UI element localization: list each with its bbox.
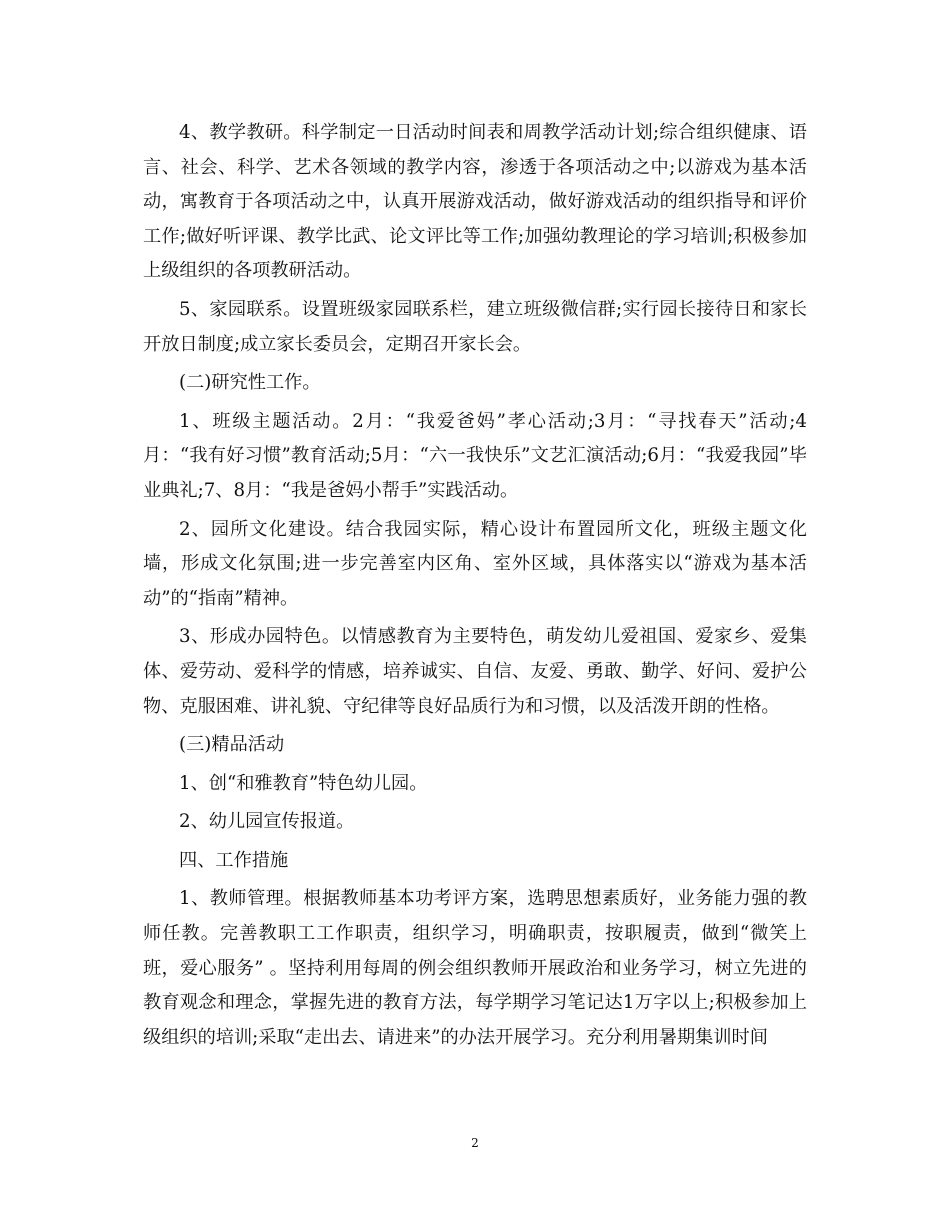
paragraph-teacher-management: 1、教师管理。根据教师基本功考评方案，选聘思想素质好，业务能力强的教师任教。完善教职工工作职责，组织学习，明确职责，按职履责，做到“微笑上班，爱心服务” 。坚持利用每周的例会组织教师开展政治和业务学习，树立先进的教育观念和理念，掌握先进的教育方法，每学期学习笔记达1万字以上;积极参加上级组织的培训;采取“走出去、请进来”的办法开展学习。充分利用暑期集训时间: [143, 888, 807, 1048]
heading-work-measures: 四、工作措施: [179, 849, 289, 871]
paragraph-teaching-research: 4、教学教研。科学制定一日活动时间表和周教学活动计划;综合组织健康、语言、社会、科学、艺术各领域的教学内容，渗透于各项活动之中;以游戏为基本活动，寓教育于各项活动之中，认真开展游戏活动，做好游戏活动的组织指导和评价工作;做好听评课、教学比武、论文评比等工作;加强幼教理论的学习培训;积极参加上级组织的各项教研活动。: [143, 122, 807, 282]
paragraph-heya-education: 1、创“和雅教育”特色幼儿园。: [179, 772, 428, 794]
paragraph-school-features: 3、形成办园特色。以情感教育为主要特色，萌发幼儿爱祖国、爱家乡、爱集体、爱劳动、爱科学的情感，培养诚实、自信、友爱、勇敢、勤学、好问、爱护公物、克服困难、讲礼貌、守纪律等良好品质行为和习惯，以及活泼开朗的性格。: [143, 626, 807, 717]
document-body: [143, 116, 807, 1059]
heading-quality-activities: (三)精品活动: [179, 734, 285, 756]
paragraph-class-theme-activities: 1、班级主题活动。2月：“我爱爸妈”孝心活动;3月：“寻找春天”活动;4月：“我有好习惯”教育活动;5月：“六一我快乐”文艺汇演活动;6月：“我爱我园”毕业典礼;7、8月：“我是爸妈小帮手”实践活动。: [143, 410, 807, 501]
paragraph-campus-culture: 2、园所文化建设。结合我园实际，精心设计布置园所文化，班级主题文化墙，形成文化氛围;进一步完善室内区角、室外区域，具体落实以“游戏为基本活动”的“指南”精神。: [143, 518, 807, 609]
heading-research-work: (二)研究性工作。: [179, 372, 321, 394]
paragraph-publicity: 2、幼儿园宣传报道。: [179, 811, 355, 833]
page-number: 2: [471, 1136, 479, 1150]
paragraph-home-school-contact: 5、家园联系。设置班级家园联系栏，建立班级微信群;实行园长接待日和家长开放日制度;成立家长委员会，定期召开家长会。: [143, 298, 807, 355]
